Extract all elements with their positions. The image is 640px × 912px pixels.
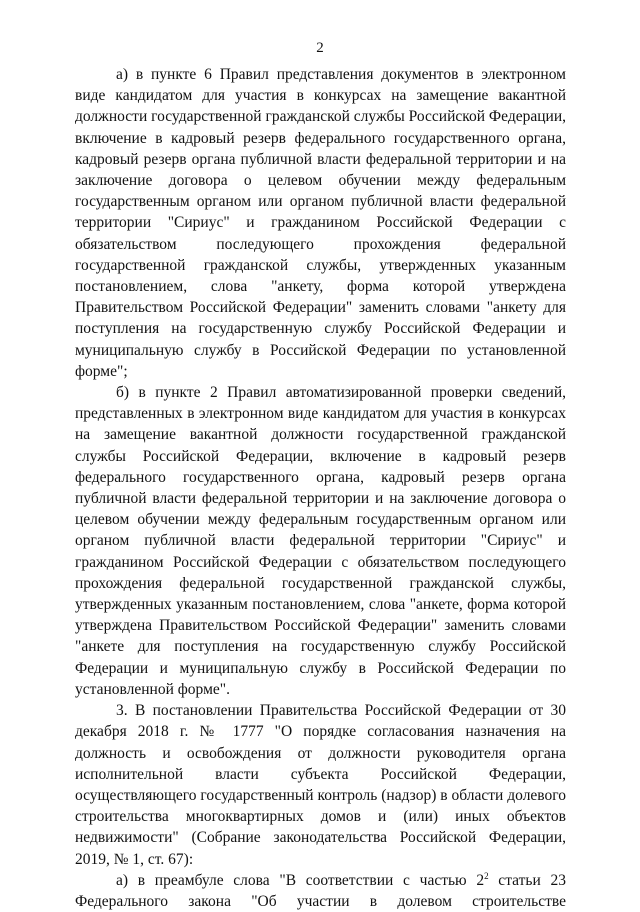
paragraph-preamble-amendment bbox=[75, 870, 566, 912]
superscript-index: 2 bbox=[484, 870, 489, 881]
paragraph-amendment-a: а) в пункте 6 Правил представления документов в электронном виде кандидатом для участия в конкурсах на замещение вакантной должности государственной гражданской службы Российской Федерации, включение в кадровый резерв федерального государственного органа, кадровый резерв органа публичной власти федеральной территории и на заключение договора о целевом обучении между федеральным государственным органом или органом публичной власти федеральной территории "Сириус" и гражданином Российской Федерации с обязательством последующего прохождения федеральной государственной гражданской службы, утвержденных указанным постановлением, слова "анкету, форма которой утверждена Правительством Российской Федерации" заменить словами "анкету для поступления на государственную службу Российской Федерации и муниципальную службу в Российской Федерации по установленной форме"; bbox=[75, 66, 566, 380]
preamble-text-start: а) в преамбуле слова "В соответствии с частью 2 bbox=[116, 871, 485, 889]
page-number: 2 bbox=[316, 40, 324, 56]
paragraph-amendment-b: б) в пункте 2 Правил автоматизированной проверки сведений, представленных в электронном виде кандидатом для участия в конкурсах на замещение вакантной должности государственной гражданской службы Российской Федерации, включение в кадровый резерв федерального государственного органа, кадровый резерв органа публичной власти федеральной территории и на заключение договора о целевом обучении между федеральным государственным органом или органом публичной власти федеральной территории "Сириус" и гражданином Российской Федерации с обязательством последующего прохождения федеральной государственной гражданской службы, утвержденных указанным постановлением, слова "анкете, форма которой утверждена Правительством Российской Федерации" заменить словами "анкете для поступления на государственную службу Российской Федерации и муниципальную службу в Российской Федерации по установленной форме". bbox=[75, 384, 566, 698]
preamble-text-end: статьи 23 Федерального закона "Об участии в долевом строительстве bbox=[75, 871, 566, 910]
document-body bbox=[75, 64, 566, 912]
paragraph-item-3: 3. В постановлении Правительства Российской Федерации от 30 декабря 2018 г. № 1777 "О порядке согласования назначения на должность и освобождения от должности руководителя органа исполнительной власти субъекта Российской Федерации, осуществляющего государственный контроль (надзор) в области долевого строительства многоквартирных домов и (или) иных объектов недвижимости" (Собрание законодательства Российской Федерации, 2019, № 1, ст. 67): bbox=[75, 702, 566, 868]
